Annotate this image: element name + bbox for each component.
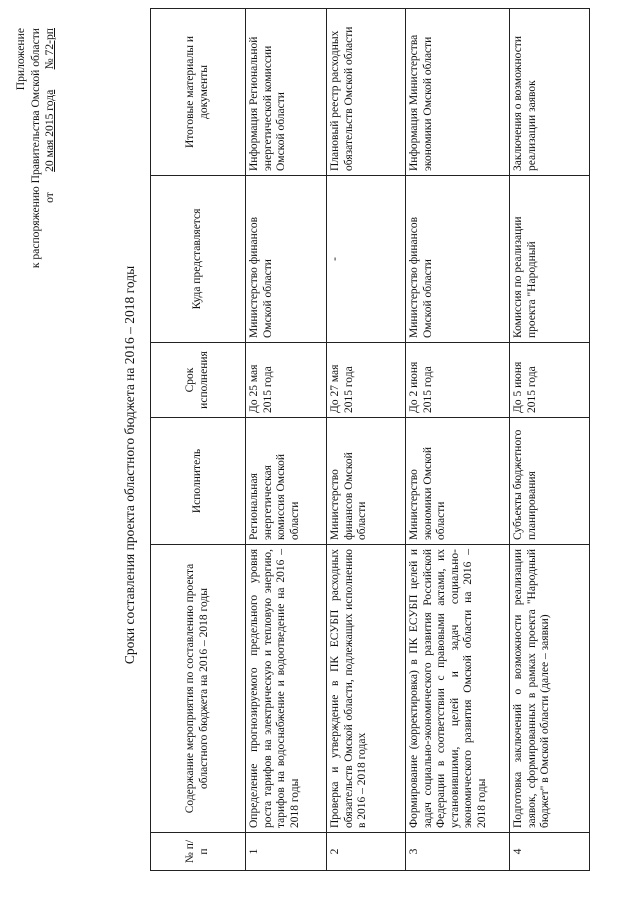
row-destination: Комиссия по реализации проекта "Народный — [510, 176, 590, 343]
row-number: 3 — [406, 833, 510, 871]
row-destination: Министерство финансов Омской области — [246, 176, 327, 343]
row-number: 2 — [327, 833, 406, 871]
order-date: 20 мая 2015 года — [43, 89, 56, 172]
row-deadline: До 27 мая 2015 года — [327, 343, 406, 418]
row-executor: Региональная энергетическая комиссия Омской области — [246, 418, 327, 545]
from-label: от — [43, 192, 56, 203]
row-result: Заключения о возможности реализации заявок — [510, 9, 590, 176]
row-deadline: До 5 июня 2015 года — [510, 343, 590, 418]
document-header — [14, 28, 58, 358]
row-destination: - — [327, 176, 406, 343]
appendix-label: Приложение — [14, 28, 27, 91]
schedule-table — [150, 8, 590, 871]
row-executor: Субъекты бюджетного планирования — [510, 418, 590, 545]
row-deadline: До 25 мая 2015 года — [246, 343, 327, 418]
table-row — [406, 9, 510, 871]
row-content: Подготовка заключений о возможности реализации заявок, сформированных в рамках проекта "Народный бюджет" в Омской области (далее – заявки) — [510, 545, 590, 833]
header-destination: Куда представляется — [151, 176, 246, 343]
row-number: 4 — [510, 833, 590, 871]
document-title: Сроки составления проекта областного бюджета на 2016 – 2018 годы — [122, 265, 137, 665]
row-destination: Министерство финансов Омской области — [406, 176, 510, 343]
row-deadline: До 2 июня 2015 года — [406, 343, 510, 418]
table-row — [246, 9, 327, 871]
header-result: Итоговые материалы и документы — [151, 9, 246, 176]
row-executor: Министерство экономики Омской области — [406, 418, 510, 545]
row-content: Проверка и утверждение в ПК ЕСУБП расходных обязательств Омской области, подлежащих исполнению в 2016 – 2018 годах — [327, 545, 406, 833]
row-content: Формирование (корректировка) в ПК ЕСУБП целей и задач социально-экономического развития Российской Федерации в соответствии с правовыми актами, их установившими, целей и задач социально-экономического развития Омской области на 2016 – 2018 годы — [406, 545, 510, 833]
table-row — [327, 9, 406, 871]
row-content: Определение прогнозируемого предельного уровня роста тарифов на электрическую и тепловую энергию, тарифов на водоснабжение и водоотведение на 2016 – 2018 годы — [246, 545, 327, 833]
table-row — [510, 9, 590, 871]
row-result: Плановый реестр расходных обязательств Омской области — [327, 9, 406, 176]
header-number: № п/п — [151, 833, 246, 871]
header-executor: Исполнитель — [151, 418, 246, 545]
header-deadline: Срок исполнения — [151, 343, 246, 418]
order-number: № 72-рп — [43, 28, 56, 70]
row-executor: Министерство финансов Омской области — [327, 418, 406, 545]
order-date-line — [43, 28, 58, 358]
row-number: 1 — [246, 833, 327, 871]
header-content: Содержание мероприятия по составлению проекта областного бюджета на 2016 – 2018 годы — [151, 545, 246, 833]
row-result: Информация Региональной энергетической комиссии Омской области — [246, 9, 327, 176]
row-result: Информация Министерства экономики Омской области — [406, 9, 510, 176]
order-reference: к распоряжению Правительства Омской области — [28, 28, 42, 269]
table-header-row — [151, 9, 246, 871]
